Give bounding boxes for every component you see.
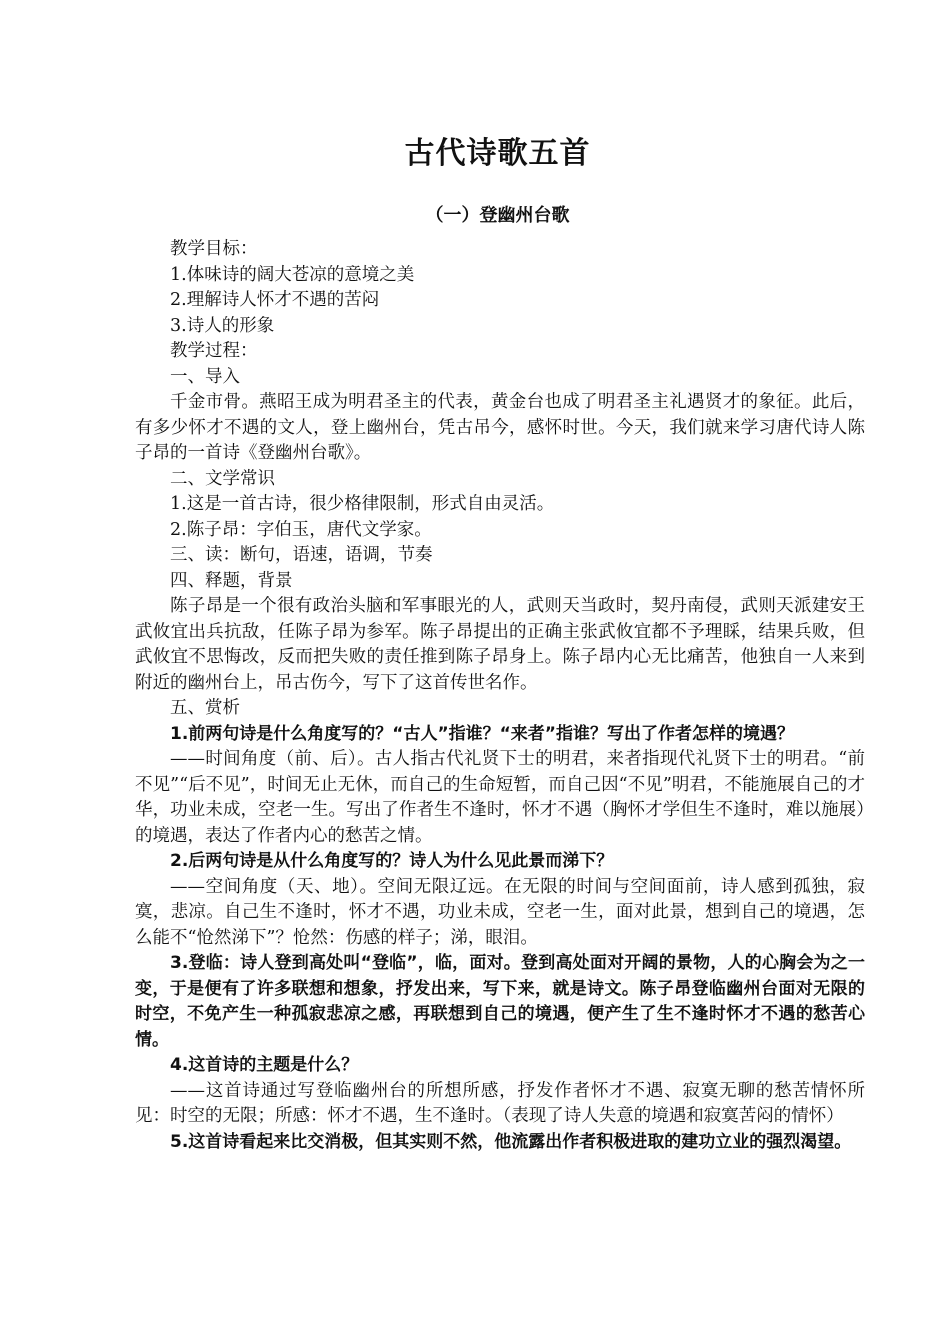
section-subtitle: （一）登幽州台歌 <box>425 205 570 226</box>
paragraph: ——时间角度（前、后）。古人指古代礼贤下士的明君，来者指现代礼贤下士的明君。“前不见”“后不见”，时间无止无休，而自己的生命短暂，而自己因“不见”明君，不能施展自己的才华，功业未成，空老一生。写出了作者生不逢时，怀才不遇（胸怀才学但生不逢时，难以施展）的境遇，表达了作者内心的愁苦之情。 <box>135 749 865 846</box>
paragraph: 二、文学常识 <box>170 468 275 489</box>
paragraph: ——这首诗通过写登临幽州台的所想所感，抒发作者怀才不遇、寂寞无聊的愁苦情怀所见：时空的无限；所感：怀才不遇，生不逢时。（表现了诗人失意的境遇和寂寞苦闷的情怀） <box>135 1080 865 1126</box>
question-heading: 2.后两句诗是从什么角度写的？诗人为什么见此景而涕下？ <box>170 851 614 871</box>
paragraph: 2.理解诗人怀才不遇的苦闷 <box>170 290 380 310</box>
paragraph: 千金市骨。燕昭王成为明君圣主的代表，黄金台也成了明君圣主礼遇贤才的象征。此后，有多少怀才不遇的文人，登上幽州台，凭古吊今，感怀时世。今天，我们就来学习唐代诗人陈子昂的一首诗《登幽州台歌》。 <box>135 392 865 463</box>
question-heading: 4.这首诗的主题是什么？ <box>170 1055 359 1075</box>
question-heading: 5.这首诗看起来比交消极，但其实则不然，他流露出作者积极进取的建功立业的强烈渴望。 <box>170 1131 852 1152</box>
paragraph: 教学过程： <box>170 341 258 361</box>
question-heading: 3.登临：诗人登到高处叫“登临”，临，面对。登到高处面对开阔的景物，人的心胸会为之一变，于是便有了许多联想和想象，抒发出来，写下来，就是诗文。陈子昂登临幽州台面对无限的时空，不免产生一种孤寂悲凉之感，再联想到自己的境遇，便产生了生不逢时怀才不遇的愁苦心情。 <box>135 953 865 1050</box>
paragraph: 1.体味诗的阔大苍凉的意境之美 <box>170 264 415 285</box>
paragraph: 五、赏析 <box>170 698 240 718</box>
paragraph: 三、读：断句，语速，语调，节奏 <box>170 545 433 565</box>
body-text <box>135 237 865 1155</box>
question-heading: 1.前两句诗是什么角度写的？“古人”指谁？“来者”指谁？写出了作者怎样的境遇？ <box>170 723 794 744</box>
paragraph: 2.陈子昂：字伯玉，唐代文学家。 <box>170 519 432 540</box>
paragraph: 1.这是一首古诗，很少格律限制，形式自由灵活。 <box>170 494 555 514</box>
paragraph: 3.诗人的形象 <box>170 315 275 336</box>
paragraph: 教学目标： <box>170 239 258 259</box>
paragraph: 四、释题，背景 <box>170 570 293 591</box>
paragraph: 一、导入 <box>170 366 240 387</box>
page-title: 古代诗歌五首 <box>404 136 591 171</box>
paragraph: ——空间角度（天、地）。空间无限辽远。在无限的时间与空间面前，诗人感到孤独，寂寞，悲凉。自己生不逢时，怀才不遇，功业未成，空老一生，面对此景，想到自己的境遇，怎么能不“怆然涕下”？怆然：伤感的样子；涕，眼泪。 <box>135 876 865 948</box>
paragraph: 陈子昂是一个很有政治头脑和军事眼光的人，武则天当政时，契丹南侵，武则天派建安王武攸宜出兵抗敌，任陈子昂为参军。陈子昂提出的正确主张武攸宜都不予理睬，结果兵败，但武攸宜不思悔改，反而把失败的责任推到陈子昂身上。陈子昂内心无比痛苦，他独自一人来到附近的幽州台上，吊古伤今，写下了这首传世名作。 <box>135 596 865 693</box>
